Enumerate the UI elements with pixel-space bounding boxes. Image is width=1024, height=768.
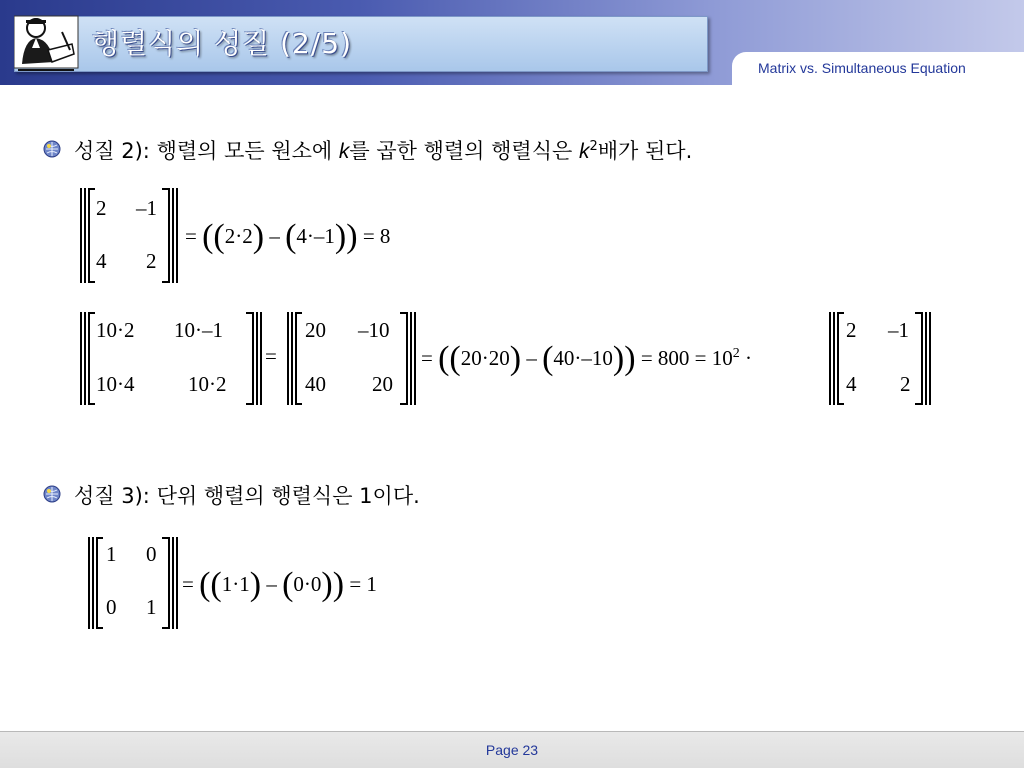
bracket: [295, 312, 297, 405]
det-bar: [176, 188, 178, 283]
bracket: [915, 312, 922, 314]
property-2-text: 성질 2): 행렬의 모든 원소에 k를 곱한 행렬의 행렬식은 $k^2$배가 된다.: [74, 139, 693, 163]
det-bar: [410, 312, 412, 405]
matrix-cell: 1: [146, 595, 157, 619]
det-bar: [260, 312, 262, 405]
matrix-cell: 20: [372, 372, 393, 396]
det-bar: [929, 312, 931, 405]
det-bar: [925, 312, 927, 405]
bracket: [400, 403, 407, 405]
matrix-cell: 40: [305, 372, 326, 396]
bracket: [837, 312, 844, 314]
bracket: [162, 537, 169, 539]
property-3-label: 성질 3):: [74, 484, 150, 508]
det-bar: [88, 537, 90, 629]
bracket: [168, 537, 170, 629]
bracket: [162, 281, 169, 283]
bracket: [400, 312, 407, 314]
matrix-cell: 4: [846, 372, 857, 396]
bracket: [96, 537, 98, 629]
det-bar: [833, 312, 835, 405]
bracket: [252, 312, 254, 405]
matrix-cell: 10·2: [96, 318, 135, 342]
bracket: [88, 312, 90, 405]
det-bar: [80, 312, 82, 405]
bracket: [162, 188, 169, 190]
det-bar: [172, 188, 174, 283]
bracket: [88, 188, 90, 283]
matrix-cell: –1: [136, 196, 157, 220]
bracket: [96, 537, 103, 539]
matrix-cell: 2: [96, 196, 107, 220]
det-bar: [92, 537, 94, 629]
det-bar: [287, 312, 289, 405]
matrix-cell: 20: [305, 318, 326, 342]
matrix-cell: 2: [146, 249, 157, 273]
matrix-cell: –10: [358, 318, 390, 342]
matrix-cell: 0: [106, 595, 117, 619]
bracket: [295, 403, 302, 405]
matrix-cell: 10·2: [188, 372, 227, 396]
matrix-cell: 4: [96, 249, 107, 273]
det-bar: [84, 188, 86, 283]
bracket: [921, 312, 923, 405]
example-3-expression: = ((1·1) – (0·0)) = 1: [182, 566, 377, 603]
bracket: [96, 627, 103, 629]
page-title: 행렬식의 성질 (2/5): [92, 27, 352, 60]
globe-bullet-icon: [43, 485, 61, 503]
matrix-cell: –1: [888, 318, 909, 342]
matrix-cell: 10·4: [96, 372, 135, 396]
property-2-label: 성질 2):: [74, 139, 150, 163]
bracket: [246, 403, 253, 405]
subtitle: Matrix vs. Simultaneous Equation: [758, 60, 966, 76]
bracket: [162, 627, 169, 629]
matrix-cell: 1: [106, 542, 117, 566]
globe-bullet-icon: [43, 140, 61, 158]
bracket: [168, 188, 170, 283]
property-3-text: 성질 3): 단위 행렬의 행렬식은 1이다.: [74, 484, 420, 508]
equals-sign: =: [265, 344, 277, 368]
example-1-expression: = ((2·2) – (4·–1)) = 8: [185, 218, 391, 255]
bracket: [88, 403, 95, 405]
det-bar: [176, 537, 178, 629]
matrix-cell: 10·–1: [174, 318, 223, 342]
thinking-man-logo-icon: [14, 4, 80, 74]
det-bar: [291, 312, 293, 405]
matrix-cell: 2: [846, 318, 857, 342]
example-2-expression: = $((20\cdot 20) - (40\cdot-10)) = 800 = 10^2$ ·: [421, 340, 752, 377]
bracket: [915, 403, 922, 405]
det-bar: [414, 312, 416, 405]
bracket: [88, 281, 95, 283]
bracket: [295, 312, 302, 314]
det-bar: [80, 188, 82, 283]
det-bar: [84, 312, 86, 405]
matrix-cell: 2: [900, 372, 911, 396]
det-bar: [256, 312, 258, 405]
bracket: [88, 188, 95, 190]
bracket: [88, 312, 95, 314]
bracket: [837, 312, 839, 405]
bracket: [406, 312, 408, 405]
page-number: Page 23: [485, 742, 539, 758]
det-bar: [172, 537, 174, 629]
matrix-cell: 0: [146, 542, 157, 566]
bracket: [837, 403, 844, 405]
bracket: [246, 312, 253, 314]
det-bar: [829, 312, 831, 405]
